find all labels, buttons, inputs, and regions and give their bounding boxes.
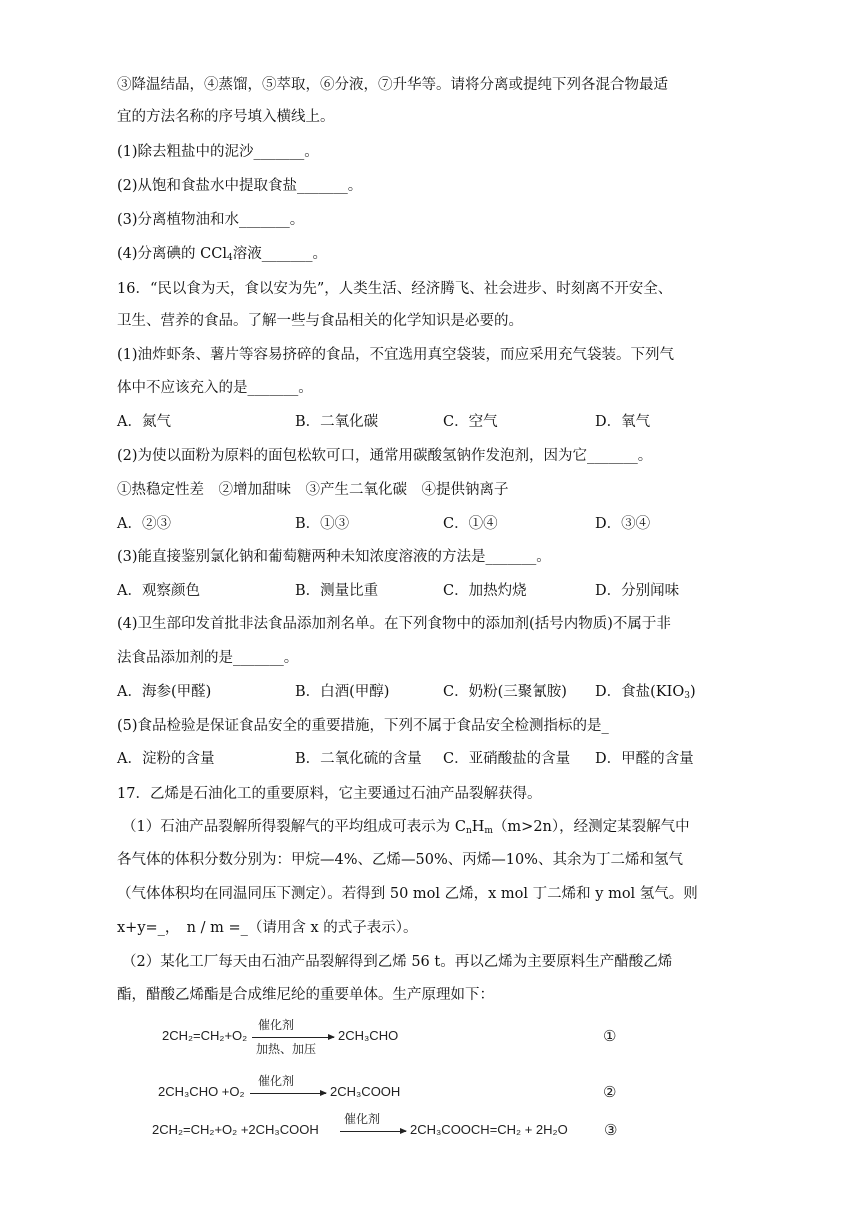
text-span: （1）石油产品裂解所得裂解气的平均组成可表示为 C bbox=[122, 819, 466, 835]
equation-condition-above: 催化剂 bbox=[258, 1018, 295, 1032]
option-b: B．白酒(甲醇) bbox=[295, 684, 390, 700]
question-16-stem-cont: 卫生、营养的食品。了解一些与食品相关的化学知识是必要的。 bbox=[117, 313, 523, 329]
question-17-part-1-cont: x+y=_， n / m =_（请用含 x 的式子表示）。 bbox=[117, 920, 418, 936]
equation-condition-above: 催化剂 bbox=[258, 1074, 295, 1088]
reaction-equation-2 bbox=[150, 1074, 630, 1104]
question-16-part-5: (5)食品检验是保证食品安全的重要措施，下列不属于食品安全检测指标的是_ bbox=[117, 718, 609, 734]
reaction-arrow bbox=[250, 1093, 326, 1094]
reaction-equation-1 bbox=[150, 1018, 630, 1064]
question-17-stem: 17．乙烯是石油化工的重要原料，它主要通过石油产品裂解获得。 bbox=[117, 786, 542, 802]
equation-number: ① bbox=[603, 1028, 617, 1045]
option-a: A．观察颜色 bbox=[117, 583, 200, 599]
equation-number: ③ bbox=[604, 1122, 618, 1139]
text-span: 溶液_______。 bbox=[232, 246, 327, 262]
text-span: D．食盐(KIO bbox=[595, 684, 685, 700]
subscript: 4 bbox=[226, 253, 233, 263]
option-d: D．氧气 bbox=[595, 414, 651, 430]
reaction-equation-3 bbox=[146, 1112, 636, 1142]
option-a: A．氮气 bbox=[117, 414, 171, 430]
option-a: A．②③ bbox=[117, 516, 171, 532]
equation-condition-below: 加热、加压 bbox=[256, 1042, 317, 1056]
question-16-part-1-cont: 体中不应该充入的是_______。 bbox=[117, 380, 313, 396]
question-17-part-1 bbox=[122, 817, 690, 841]
question-15-part-4 bbox=[117, 244, 327, 268]
text-span: ) bbox=[689, 684, 696, 700]
option-c: C．亚硝酸盐的含量 bbox=[443, 751, 571, 767]
question-16-part-2-choices: ①热稳定性差 ②增加甜味 ③产生二氧化碳 ④提供钠离子 bbox=[117, 482, 509, 498]
question-16-part-4-cont: 法食品添加剂的是_______。 bbox=[117, 650, 299, 666]
reaction-arrow bbox=[252, 1037, 334, 1038]
text-span: H bbox=[471, 819, 485, 835]
reaction-arrow bbox=[340, 1131, 406, 1132]
option-c: C．奶粉(三聚氰胺) bbox=[443, 684, 567, 700]
text-line: 宜的方法名称的序号填入横线上。 bbox=[117, 109, 335, 125]
option-a: A．淀粉的含量 bbox=[117, 751, 215, 767]
question-17-part-1-cont: 各气体的体积分数分别为：甲烷—4%、乙烯—50%、丙烯—10%、其余为丁二烯和氢气 bbox=[117, 852, 683, 868]
option-c: C．①④ bbox=[443, 516, 498, 532]
option-b: B．测量比重 bbox=[295, 583, 379, 599]
text-line: ③降温结晶，④蒸馏，⑤萃取，⑥分液，⑦升华等。请将分离或提纯下列各混合物最适 bbox=[117, 77, 668, 93]
option-c: C．空气 bbox=[443, 414, 498, 430]
option-a: A．海参(甲醛) bbox=[117, 684, 212, 700]
question-16-stem: 16．“民以食为天，食以安为先”，人类生活、经济腾飞、社会进步、时刻离不开安全、 bbox=[117, 281, 673, 297]
question-16-part-1: (1)油炸虾条、薯片等容易挤碎的食品，不宜选用真空袋装，而应采用充气袋装。下列气 bbox=[117, 347, 675, 363]
option-b: B．二氧化硫的含量 bbox=[295, 751, 422, 767]
option-c: C．加热灼烧 bbox=[443, 583, 527, 599]
question-16-part-3: (3)能直接鉴别氯化钠和葡萄糖两种未知浓度溶液的方法是_______。 bbox=[117, 549, 551, 565]
question-17-part-2: （2）某化工厂每天由石油产品裂解得到乙烯 56 t。再以乙烯为主要原料生产醋酸乙烯 bbox=[122, 954, 673, 970]
text-span: （m>2n），经测定某裂解气中 bbox=[492, 819, 690, 835]
option-d: D．分别闻味 bbox=[595, 583, 680, 599]
option-b: B．二氧化碳 bbox=[295, 414, 379, 430]
option-b: B．①③ bbox=[295, 516, 350, 532]
equation-reactants: 2CH₂=CH₂+O₂ bbox=[162, 1028, 248, 1043]
equation-number: ② bbox=[603, 1084, 617, 1101]
text-span: (4)分离碘的 CCl bbox=[117, 246, 227, 262]
equation-reactants: 2CH₃CHO +O₂ bbox=[158, 1084, 245, 1099]
equation-products: 2CH₃COOH bbox=[330, 1084, 401, 1099]
question-16-part-2: (2)为使以面粉为原料的面包松软可口，通常用碳酸氢钠作发泡剂，因为它_______。 bbox=[117, 448, 653, 464]
question-16-part-4: (4)卫生部印发首批非法食品添加剂名单。在下列食物中的添加剂(括号内物质)不属于非 bbox=[117, 616, 671, 632]
option-d: D．甲醛的含量 bbox=[595, 751, 694, 767]
subscript: n bbox=[465, 826, 472, 836]
question-15-part-2: (2)从饱和食盐水中提取食盐_______。 bbox=[117, 178, 363, 194]
question-15-part-3: (3)分离植物油和水_______。 bbox=[117, 212, 305, 228]
equation-products: 2CH₃CHO bbox=[338, 1028, 399, 1043]
option-d bbox=[595, 682, 696, 706]
equation-products: 2CH₃COOCH=CH₂ + 2H₂O bbox=[410, 1122, 568, 1137]
question-15-part-1: (1)除去粗盐中的泥沙_______。 bbox=[117, 144, 319, 160]
question-17-part-2-cont: 酯，醋酸乙烯酯是合成维尼纶的重要单体。生产原理如下： bbox=[117, 987, 494, 1003]
equation-condition-above: 催化剂 bbox=[344, 1112, 381, 1126]
option-d: D．③④ bbox=[595, 516, 651, 532]
subscript: m bbox=[484, 826, 493, 836]
subscript: 3 bbox=[684, 691, 690, 701]
question-17-part-1-cont: （气体体积均在同温同压下测定）。若得到 50 mol 乙烯，x mol 丁二烯和 y mol 氢气。则 bbox=[117, 886, 698, 902]
equation-reactants: 2CH₂=CH₂+O₂ +2CH₃COOH bbox=[152, 1122, 319, 1137]
